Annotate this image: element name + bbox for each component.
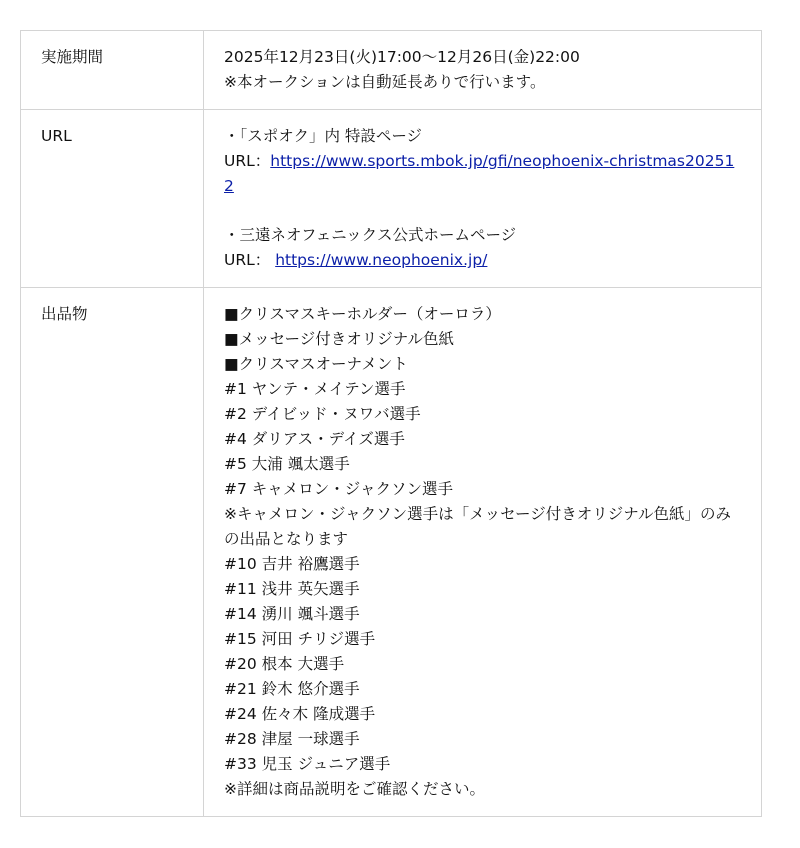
period-value <box>204 31 762 110</box>
url-value <box>204 110 762 288</box>
item-line: ■クリスマスオーナメント <box>224 355 408 373</box>
player-line: #14 湧川 颯斗選手 <box>224 605 360 623</box>
url-row <box>21 110 762 288</box>
player-note: ※キャメロン・ジャクソン選手は「メッセージ付きオリジナル色紙」のみの出品となります <box>224 505 731 548</box>
auction-info-table <box>20 30 762 817</box>
special-page-title: ・「スポオク」内 特設ページ <box>224 127 423 145</box>
player-line: #10 吉井 裕鷹選手 <box>224 555 360 573</box>
player-line: #1 ヤンテ・メイテン選手 <box>224 380 406 398</box>
period-label: 実施期間 <box>21 31 204 110</box>
player-line: #2 デイビッド・ヌワバ選手 <box>224 405 421 423</box>
item-line: ■メッセージ付きオリジナル色紙 <box>224 330 454 348</box>
items-label: 出品物 <box>21 288 204 817</box>
player-line: #7 キャメロン・ジャクソン選手 <box>224 480 453 498</box>
official-site-url-line <box>224 248 741 273</box>
player-line: #5 大浦 颯太選手 <box>224 455 350 473</box>
url-label: URL <box>21 110 204 288</box>
period-dates: 2025年12月23日(火)17:00～12月26日(金)22:00 <box>224 48 580 66</box>
player-line: #21 鈴木 悠介選手 <box>224 680 360 698</box>
official-site-title: ・三遠ネオフェニックス公式ホームページ <box>224 226 517 244</box>
player-line: #4 ダリアス・デイズ選手 <box>224 430 405 448</box>
period-note: ※本オークションは自動延長ありで行います。 <box>224 73 546 91</box>
details-note: ※詳細は商品説明をご確認ください。 <box>224 780 485 798</box>
spacer <box>224 199 741 223</box>
special-page-link[interactable]: https://www.sports.mbok.jp/gfi/neophoenix-christmas202512 <box>224 152 735 195</box>
player-line: #28 津屋 一球選手 <box>224 730 360 748</box>
player-line: #20 根本 大選手 <box>224 655 345 673</box>
items-value <box>204 288 762 817</box>
official-site-link[interactable]: https://www.neophoenix.jp/ <box>275 251 488 269</box>
items-row <box>21 288 762 817</box>
period-row <box>21 31 762 110</box>
player-line: #33 児玉 ジュニア選手 <box>224 755 391 773</box>
special-page-url-prefix: URL： <box>224 152 271 170</box>
player-line: #11 浅井 英矢選手 <box>224 580 360 598</box>
special-page-url-line <box>224 149 741 199</box>
item-line: ■クリスマスキーホルダー（オーロラ） <box>224 305 501 323</box>
player-line: #15 河田 チリジ選手 <box>224 630 376 648</box>
official-site-url-prefix: URL： <box>224 251 276 269</box>
player-line: #24 佐々木 隆成選手 <box>224 705 376 723</box>
